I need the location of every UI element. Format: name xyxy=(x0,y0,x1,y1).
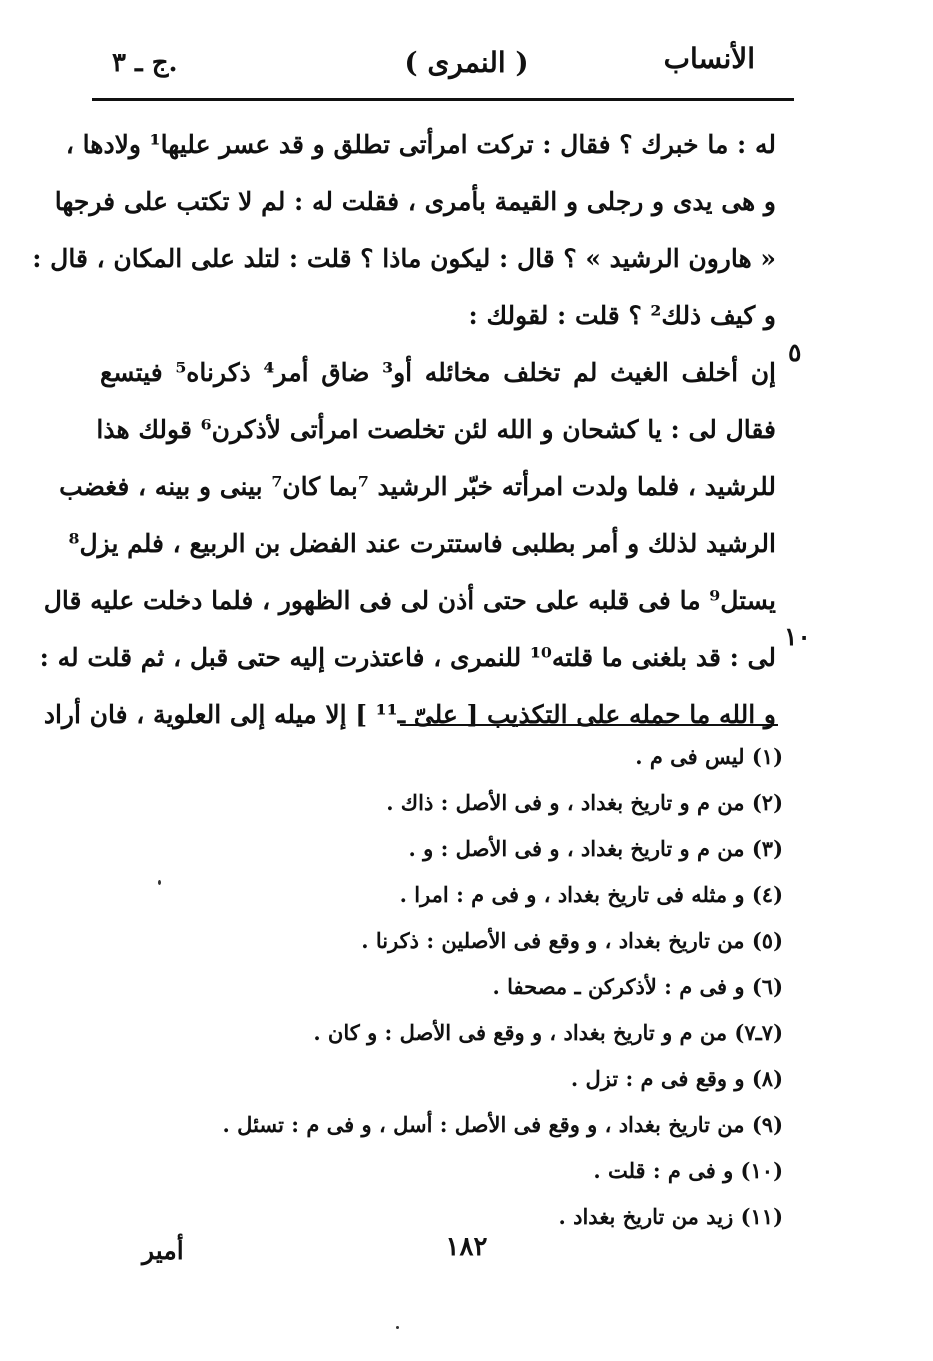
catchword: أمير xyxy=(142,1236,184,1265)
footnotes xyxy=(123,734,783,1240)
footnote: (٤) و مثله فى تاريخ بغداد ، و فى م : امرا . xyxy=(399,882,783,907)
footnote: (٩) من تاريخ بغداد ، و وقع فى الأصل : أسل ، و فى م : تسئل . xyxy=(222,1112,783,1137)
text-line: و كيف ذلك² ؟ قلت : لقولك : xyxy=(468,301,776,330)
footnote: (١) ليس فى م . xyxy=(635,744,783,769)
text-line: و هى يدى و رجلى و القيمة بأمرى ، فقلت له : لم لا تكتب على فرجها xyxy=(54,187,776,216)
header-rule xyxy=(92,98,794,101)
line-number-10: ١٠ xyxy=(784,622,811,651)
footnote: (٥) من تاريخ بغداد ، و وقع فى الأصلين : ذكرنا . xyxy=(361,928,783,953)
footnote: (٨) و وقع فى م : تزل . xyxy=(570,1066,783,1091)
footnote: (٦) و فى م : لأذكركن ـ مصحفا . xyxy=(492,974,783,999)
text-line: لى : قد بلغنى ما قلته¹⁰ للنمرى ، فاعتذرت إليه حتى قبل ، ثم قلت له : xyxy=(39,643,776,672)
line-number-5: ٥ xyxy=(788,338,802,367)
text-line: فقال لى : يا كشحان و الله لئن تخلصت امرأتى لأذكرن⁶ قولك هذا xyxy=(96,415,776,444)
verse-line: إن أخلف الغيث لم تخلف مخائله أو³ ضاق أمر⁴ ذكرناه⁵ فيتسع xyxy=(100,358,777,387)
page-number: ١٨٢ xyxy=(445,1232,488,1262)
volume-label: ج ـ ٣. xyxy=(112,48,178,78)
text-line: « هارون الرشيد » ؟ قال : ليكون ماذا ؟ قلت : لتلد على المكان ، قال : xyxy=(32,244,776,273)
running-title: الأنساب xyxy=(663,42,755,75)
text-line: و الله ما حمله على التكذيب [ علىّ ـ¹¹ ] إلا ميله إلى العلوية ، فان أراد xyxy=(43,700,776,729)
footnote: (٧ـ٧) من م و تاريخ بغداد ، و وقع فى الأصل : و كان . xyxy=(313,1020,783,1045)
footnote: (٣) من م و تاريخ بغداد ، و فى الأصل : و . xyxy=(408,836,783,861)
footnote: (١١) زيد من تاريخ بغداد . xyxy=(558,1204,783,1229)
ink-speck xyxy=(158,880,161,885)
ink-speck xyxy=(396,1326,399,1329)
text-line: يستل⁹ ما فى قلبه على حتى أذن لى فى الظهور ، فلما دخلت عليه قال xyxy=(43,586,776,615)
text-line: للرشيد ، فلما ولدت امرأته خبّر الرشيد ⁷بما كان⁷ بينى و بينه ، فغضب xyxy=(59,472,776,501)
main-text xyxy=(32,116,777,743)
section-title: ( النمرى ) xyxy=(404,46,529,79)
footnote-rule xyxy=(400,724,778,726)
text-line: الرشيد لذلك و أمر بطلبى فاستترت عند الفضل بن الربيع ، فلم يزل⁸ xyxy=(68,529,776,558)
footnote: (١٠) و فى م : قلت . xyxy=(593,1158,783,1183)
footnote: (٢) من م و تاريخ بغداد ، و فى الأصل : ذاك . xyxy=(386,790,783,815)
text-line: له : ما خبرك ؟ فقال : تركت امرأتى تطلق و قد عسر عليها¹ ولادها ، xyxy=(65,130,776,159)
